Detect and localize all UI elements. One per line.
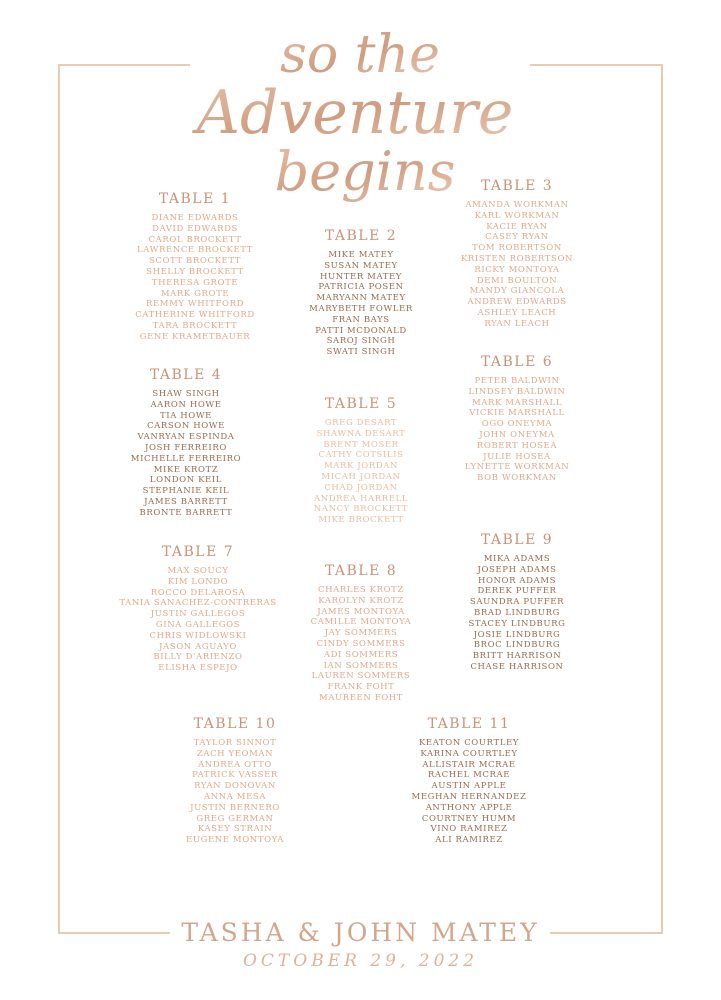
guest-name: TARA BROCKETT xyxy=(152,320,238,331)
guest-name: MICAH JORDAN xyxy=(321,471,401,482)
guest-name: ANDREW EDWARDS xyxy=(467,297,567,308)
guest-name: RYAN DONOVAN xyxy=(194,781,276,792)
guest-name: AUSTIN APPLE xyxy=(431,781,507,792)
guest-name: MIKE BROCKETT xyxy=(318,515,404,526)
guest-name: VICKIE MARSHALL xyxy=(469,408,565,419)
guest-name: TANIA SANACHEZ-CONTRERAS xyxy=(119,598,277,609)
guest-name: BRITT HARRISON xyxy=(472,651,562,662)
table-3 xyxy=(417,178,617,330)
guest-name: MARK GROTE xyxy=(160,288,230,299)
guest-name: THERESA GROTE xyxy=(151,277,239,288)
guest-name: BILLY D'ARIENZO xyxy=(153,652,243,663)
guest-name: HUNTER MATEY xyxy=(319,271,403,282)
guest-name: LAUREN SOMMERS xyxy=(311,671,411,682)
guest-name: BRENT MOSER xyxy=(323,439,399,450)
guest-name: KIM LONDO xyxy=(167,576,229,587)
guest-list xyxy=(135,738,335,846)
guest-name: JUSTIN GALLEGOS xyxy=(150,609,246,620)
table-title: TABLE 10 xyxy=(193,716,277,732)
guest-name: DEREK PUFFER xyxy=(477,586,557,597)
guest-name: SAROJ SINGH xyxy=(326,336,396,347)
heading-line-2: Adventure xyxy=(196,78,514,148)
guest-name: GENE KRAMETBAUER xyxy=(139,331,251,342)
guest-name: REMMY WHITFORD xyxy=(146,299,244,310)
guest-name: JAY SOMMERS xyxy=(324,628,398,639)
guest-name: DAVID EDWARDS xyxy=(152,223,238,234)
guest-name: SAUNDRA PUFFER xyxy=(469,597,565,608)
guest-name: JOSIE LINDBURG xyxy=(473,629,561,640)
guest-name: ROCCO DELAROSA xyxy=(150,587,246,598)
guest-name: KRISTEN ROBERTSON xyxy=(460,253,574,264)
guest-name: MARYBETH FOWLER xyxy=(309,303,413,314)
guest-name: LONDON KEIL xyxy=(149,475,223,486)
guest-name: TOM ROBERTSON xyxy=(472,243,562,254)
table-title: TABLE 11 xyxy=(427,716,511,732)
table-10 xyxy=(135,716,335,846)
guest-name: DEMI BOULTON xyxy=(476,275,558,286)
guest-name: SUSAN MATEY xyxy=(324,260,398,271)
guest-name: ANTHONY APPLE xyxy=(425,802,513,813)
guest-name: HONOR ADAMS xyxy=(477,575,557,586)
guest-name: CHASE HARRISON xyxy=(470,661,564,672)
guest-name: RICKY MONTOYA xyxy=(474,264,560,275)
guest-name: CASEY RYAN xyxy=(485,232,549,243)
guest-name: VANRYAN ESPINDA xyxy=(137,432,235,443)
guest-name: KARINA COURTLEY xyxy=(420,748,518,759)
guest-name: LINDSEY BALDWIN xyxy=(468,386,566,397)
guest-name: JOSEPH ADAMS xyxy=(477,564,557,575)
guest-name: CARSON HOWE xyxy=(147,421,225,432)
guest-name: JUSTIN BERNERO xyxy=(190,802,280,813)
guest-name: DIANE EDWARDS xyxy=(151,213,239,223)
guest-name: CHRIS WIDLOWSKI xyxy=(149,630,247,641)
table-title: TABLE 5 xyxy=(324,396,398,412)
table-title: TABLE 2 xyxy=(324,228,398,244)
table-11 xyxy=(369,716,569,846)
guest-name: VINO RAMIREZ xyxy=(430,824,508,835)
guest-name: CATHY COTSILIS xyxy=(318,450,404,461)
guest-name: SCOTT BROCKETT xyxy=(148,256,242,267)
guest-name: KACIE RYAN xyxy=(486,221,548,232)
guest-name: ANNA MESA xyxy=(203,791,267,802)
guest-name: MIKE MATEY xyxy=(328,250,394,260)
guest-name: MAX SOUCY xyxy=(167,566,229,576)
table-title: TABLE 9 xyxy=(480,532,554,548)
guest-name: STEPHANIE KEIL xyxy=(142,486,230,497)
guest-name: PETER BALDWIN xyxy=(474,376,560,386)
guest-name: BOB WORKMAN xyxy=(477,473,557,484)
guest-name: JULIE HOSEA xyxy=(483,451,551,462)
guest-list xyxy=(369,738,569,846)
guest-name: BRAD LINDBURG xyxy=(474,607,560,618)
event-date: OCTOBER 29, 2022 xyxy=(242,951,479,971)
guest-name: JAMES MONTOYA xyxy=(317,606,405,617)
guest-name: MIKA ADAMS xyxy=(483,554,551,564)
guest-name: IAN SOMMERS xyxy=(323,660,399,671)
heading-line-3: begins xyxy=(274,140,456,203)
table-6 xyxy=(417,354,617,484)
guest-name: ASHLEY LEACH xyxy=(477,307,557,318)
guest-name: TAYLOR SINNOT xyxy=(193,738,277,748)
couple-names: TASHA & JOHN MATEY xyxy=(181,918,540,947)
table-title: TABLE 1 xyxy=(158,191,232,207)
guest-name: KAROLYN KROTZ xyxy=(318,595,404,606)
guest-name: MIKE KROTZ xyxy=(153,464,219,475)
guest-name: COURTNEY HUMM xyxy=(421,813,517,824)
guest-name: JASON AGUAYO xyxy=(159,641,237,652)
table-4 xyxy=(86,367,286,519)
guest-list xyxy=(417,376,617,484)
table-title: TABLE 4 xyxy=(149,367,223,383)
guest-name: ALLISTAIR MCRAE xyxy=(422,759,516,770)
guest-name: MARK MARSHALL xyxy=(472,397,562,408)
guest-name: ANDREA OTTO xyxy=(198,759,272,770)
guest-name: CHARLES KROTZ xyxy=(318,585,404,595)
guest-name: SHAWNA DESART xyxy=(316,428,406,439)
guest-list xyxy=(417,554,617,673)
guest-name: RACHEL MCRAE xyxy=(427,770,511,781)
guest-name: CHAD JORDAN xyxy=(324,482,398,493)
guest-name: MEGHAN HERNANDEZ xyxy=(411,791,527,802)
guest-name: JOSH FERREIRO xyxy=(145,442,227,453)
guest-name: FRAN BAYS xyxy=(332,314,390,325)
guest-name: ROBERT HOSEA xyxy=(476,440,558,451)
guest-name: MAUREEN FOHT xyxy=(318,692,404,703)
guest-name: ADI SOMMERS xyxy=(323,649,399,660)
guest-name: MARYANN MATEY xyxy=(316,293,406,304)
guest-name: CAROL BROCKETT xyxy=(148,234,242,245)
guest-name: MICHELLE FERREIRO xyxy=(130,453,242,464)
guest-name: GREG DESART xyxy=(324,418,398,428)
guest-name: KEATON COURTLEY xyxy=(418,738,520,748)
guest-name: SHAW SINGH xyxy=(152,389,220,399)
guest-name: BROC LINDBURG xyxy=(473,640,561,651)
table-title: TABLE 7 xyxy=(161,544,235,560)
guest-name: ELISHA ESPEJO xyxy=(158,663,238,674)
guest-name: CAMILLE MONTOYA xyxy=(310,617,412,628)
guest-name: AARON HOWE xyxy=(150,399,222,410)
guest-name: JOHN ONEYMA xyxy=(479,429,555,440)
guest-name: PATRICIA POSEN xyxy=(318,282,404,293)
guest-name: ZACH YEOMAN xyxy=(196,748,274,759)
table-9 xyxy=(417,532,617,673)
guest-name: GREG GERMAN xyxy=(196,813,274,824)
guest-name: EUGENE MONTOYA xyxy=(186,835,284,846)
table-title: TABLE 8 xyxy=(324,563,398,579)
guest-name: PATRICK VASSER xyxy=(192,770,278,781)
heading-line-1: so the xyxy=(280,25,440,85)
guest-name: MARK JORDAN xyxy=(323,461,399,472)
guest-name: NANCY BROCKETT xyxy=(313,504,409,515)
guest-name: LYNETTE WORKMAN xyxy=(464,462,570,473)
guest-name: ALI RAMIREZ xyxy=(435,835,503,846)
guest-name: CINDY SOMMERS xyxy=(316,638,406,649)
guest-name: KARL WORKMAN xyxy=(474,210,560,221)
guest-name: CATHERINE WHITFORD xyxy=(135,310,255,321)
guest-name: STACEY LINDBURG xyxy=(468,618,566,629)
guest-name: JAMES BARRETT xyxy=(144,496,228,507)
guest-name: MANDY GIANCOLA xyxy=(469,286,565,297)
guest-name: ANDREA HARRELL xyxy=(313,493,409,504)
guest-list xyxy=(86,389,286,519)
guest-name: GINA GALLEGOS xyxy=(155,619,241,630)
guest-list xyxy=(417,200,617,330)
guest-name: OGO ONEYMA xyxy=(481,419,553,430)
guest-name: TIA HOWE xyxy=(160,410,212,421)
guest-name: KASEY STRAIN xyxy=(197,824,273,835)
guest-name: PATTI MCDONALD xyxy=(315,325,407,336)
guest-name: RYAN LEACH xyxy=(484,318,550,329)
guest-name: BRONTE BARRETT xyxy=(139,507,233,518)
guest-name: SWATI SINGH xyxy=(326,347,396,358)
guest-name: AMANDA WORKMAN xyxy=(465,200,569,210)
guest-name: FRANK FOHT xyxy=(327,682,395,693)
guest-name: LAWRENCE BROCKETT xyxy=(137,245,253,256)
guest-name: SHELLY BROCKETT xyxy=(146,266,244,277)
table-title: TABLE 3 xyxy=(480,178,554,194)
table-title: TABLE 6 xyxy=(480,354,554,370)
